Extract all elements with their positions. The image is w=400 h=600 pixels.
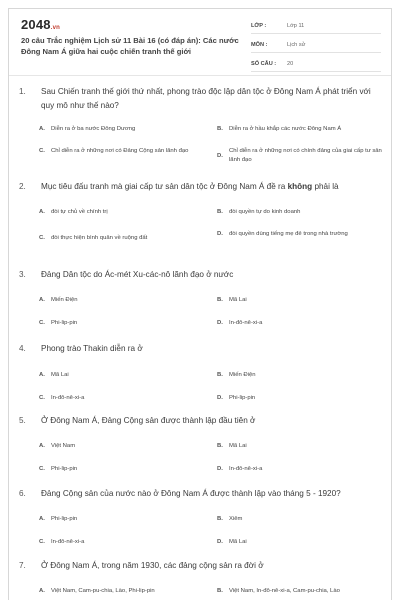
question-5 (19, 414, 385, 472)
document-title: 20 câu Trắc nghiệm Lịch sử 11 Bài 16 (có đáp án): Các nước Đông Nam Á giữa hai cuộc chiến tranh thế giới (21, 36, 239, 56)
question-number: 1. (19, 87, 26, 96)
option-d[interactable] (217, 147, 385, 165)
question-text: Đảng Cộng sản của nước nào ở Đông Nam Á được thành lập vào tháng 5 - 1920? (41, 489, 341, 498)
option-text: Phi-lip-pin (51, 320, 78, 326)
site-logo[interactable] (21, 17, 60, 32)
option-text: Mã Lai (229, 297, 247, 303)
option-b[interactable] (217, 442, 385, 451)
option-a[interactable] (39, 587, 199, 596)
option-text: Phi-lip-pin (229, 395, 256, 401)
option-a[interactable] (39, 371, 199, 380)
question-text: Ở Đông Nam Á, trong năm 1930, các đảng cộng sản ra đời ở (41, 561, 264, 570)
answer-options (19, 579, 385, 600)
option-letter: A. (39, 516, 45, 522)
option-text: Miến Điện (51, 297, 78, 303)
meta-label: SỐ CÂU : (251, 61, 277, 67)
option-d[interactable] (217, 465, 385, 474)
option-b[interactable] (217, 125, 385, 134)
question-4 (19, 342, 385, 401)
option-text: Xiêm (229, 516, 243, 522)
option-letter: A. (39, 443, 45, 449)
option-letter: D. (217, 152, 223, 159)
option-letter: B. (217, 516, 223, 522)
option-text: Chỉ diễn ra ở những nơi có Đảng Cộng sản lãnh đạo (51, 148, 189, 154)
option-text: Phi-lip-pin (51, 516, 78, 522)
question-text-part: phải là (312, 182, 339, 191)
option-a[interactable] (39, 125, 199, 134)
question-6 (19, 487, 385, 545)
question-text-part: Mục tiêu đấu tranh mà giai cấp tư sản dân tộc ở Đông Nam Á đề ra (41, 182, 288, 191)
question-header (19, 180, 385, 194)
question-number: 3. (19, 270, 26, 279)
question-number: 4. (19, 344, 26, 353)
option-a[interactable] (39, 515, 199, 524)
option-text: Mã Lai (229, 443, 247, 449)
meta-value: 20 (287, 61, 294, 67)
meta-label: LỚP : (251, 23, 267, 29)
meta-value: Lớp 11 (287, 23, 305, 29)
question-header (19, 487, 385, 501)
option-letter: D. (217, 231, 223, 237)
option-c[interactable] (39, 147, 199, 156)
option-a[interactable] (39, 208, 199, 217)
option-letter: B. (217, 297, 223, 303)
option-text: Mã Lai (51, 372, 69, 378)
option-b[interactable] (217, 371, 385, 380)
question-header (19, 342, 385, 356)
question-text-emphasis: không (287, 182, 313, 191)
option-letter: C. (39, 320, 45, 326)
option-text: đòi quyền dùng tiếng mẹ đẻ trong nhà trường (229, 231, 348, 237)
option-letter: D. (217, 395, 223, 401)
option-b[interactable] (217, 208, 385, 217)
option-text: In-đô-nê-xi-a (229, 320, 263, 326)
question-text: Đảng Dân tộc do Ác-mét Xu-các-nô lãnh đạo ở nước (41, 270, 234, 279)
option-text: Phi-lip-pin (51, 466, 78, 472)
document-header (9, 9, 392, 71)
question-text: Ở Đông Nam Á, Đảng Cộng sản được thành lập đầu tiên ở (41, 416, 256, 425)
logo-suffix: .vn (50, 25, 61, 31)
option-c[interactable] (39, 538, 199, 547)
option-b[interactable] (217, 515, 385, 524)
option-letter: A. (39, 297, 45, 303)
question-number: 5. (19, 416, 26, 425)
option-c[interactable] (39, 319, 199, 328)
question-number: 7. (19, 561, 26, 570)
option-d[interactable] (217, 230, 385, 239)
header-divider (9, 75, 392, 76)
meta-row-subject (251, 38, 381, 53)
option-letter: D. (217, 320, 223, 326)
answer-options (19, 288, 385, 326)
option-text: Diễn ra ở hầu khắp các nước Đông Nam Á (229, 126, 342, 132)
option-text: Diễn ra ở ba nước Đông Dương (51, 126, 136, 132)
question-header (19, 559, 385, 573)
question-text: Sau Chiến tranh thế giới thứ nhất, phong trào độc lập dân tộc ở Đông Nam Á phát triển với quy mô như thế nào? (41, 87, 371, 110)
option-text: Việt Nam, In-đô-nê-xi-a, Cam-pu-chia, Lào (229, 588, 340, 594)
option-letter: A. (39, 588, 45, 594)
option-c[interactable] (39, 234, 199, 243)
option-text: Mã Lai (229, 539, 247, 545)
answer-options (19, 200, 385, 241)
option-letter: B. (217, 126, 223, 132)
answer-options (19, 434, 385, 472)
option-d[interactable] (217, 319, 385, 328)
option-a[interactable] (39, 296, 199, 305)
option-letter: C. (39, 466, 45, 472)
option-text: Việt Nam, Cam-pu-chia, Lào, Phi-lip-pin (51, 588, 155, 594)
option-letter: C. (39, 395, 45, 401)
option-text: đòi quyền tự do kinh doanh (229, 209, 301, 215)
meta-label: MÔN : (251, 42, 268, 48)
meta-row-class (251, 19, 381, 34)
question-text: Phong trào Thakin diễn ra ở (41, 344, 143, 353)
meta-row-count (251, 57, 381, 72)
answer-options (19, 119, 385, 163)
option-letter: B. (217, 443, 223, 449)
option-b[interactable] (217, 587, 385, 596)
document-page (8, 8, 392, 600)
logo-main: 2048 (21, 17, 51, 32)
option-text: Miến Điện (229, 372, 256, 378)
option-text: đòi tự chủ về chính trị (51, 209, 108, 215)
option-text: In-đô-nê-xi-a (51, 395, 85, 401)
question-7 (19, 559, 385, 600)
option-text: Việt Nam (51, 443, 76, 449)
option-text: In-đô-nê-xi-a (51, 539, 85, 545)
question-text (41, 180, 385, 194)
question-header (19, 414, 385, 428)
option-letter: C. (39, 539, 45, 545)
answer-options (19, 507, 385, 545)
option-letter: A. (39, 126, 45, 132)
option-letter: B. (217, 209, 223, 215)
question-2 (19, 180, 385, 241)
option-letter: C. (39, 235, 45, 241)
question-header (19, 268, 385, 282)
option-text: Chỉ diễn ra ở những nơi có chính đảng của giai cấp tư sản lãnh đạo (229, 148, 382, 163)
option-letter: C. (39, 148, 45, 154)
option-text: đòi thực hiện bình quân về ruộng đất (51, 235, 148, 241)
question-3 (19, 268, 385, 326)
document-meta (251, 19, 381, 76)
question-number: 6. (19, 489, 26, 498)
option-a[interactable] (39, 442, 199, 451)
question-number: 2. (19, 182, 26, 191)
option-letter: D. (217, 539, 223, 545)
option-d[interactable] (217, 538, 385, 547)
option-letter: A. (39, 372, 45, 378)
option-c[interactable] (39, 394, 199, 403)
option-text: In-đô-nê-xi-a (229, 466, 263, 472)
option-letter: B. (217, 588, 223, 594)
option-d[interactable] (217, 394, 385, 403)
question-header (19, 85, 385, 113)
question-1 (19, 85, 385, 163)
meta-value: Lịch sử (287, 42, 306, 48)
option-letter: D. (217, 466, 223, 472)
answer-options (19, 362, 385, 401)
option-letter: A. (39, 209, 45, 215)
option-b[interactable] (217, 296, 385, 305)
option-letter: B. (217, 372, 223, 378)
option-c[interactable] (39, 465, 199, 474)
